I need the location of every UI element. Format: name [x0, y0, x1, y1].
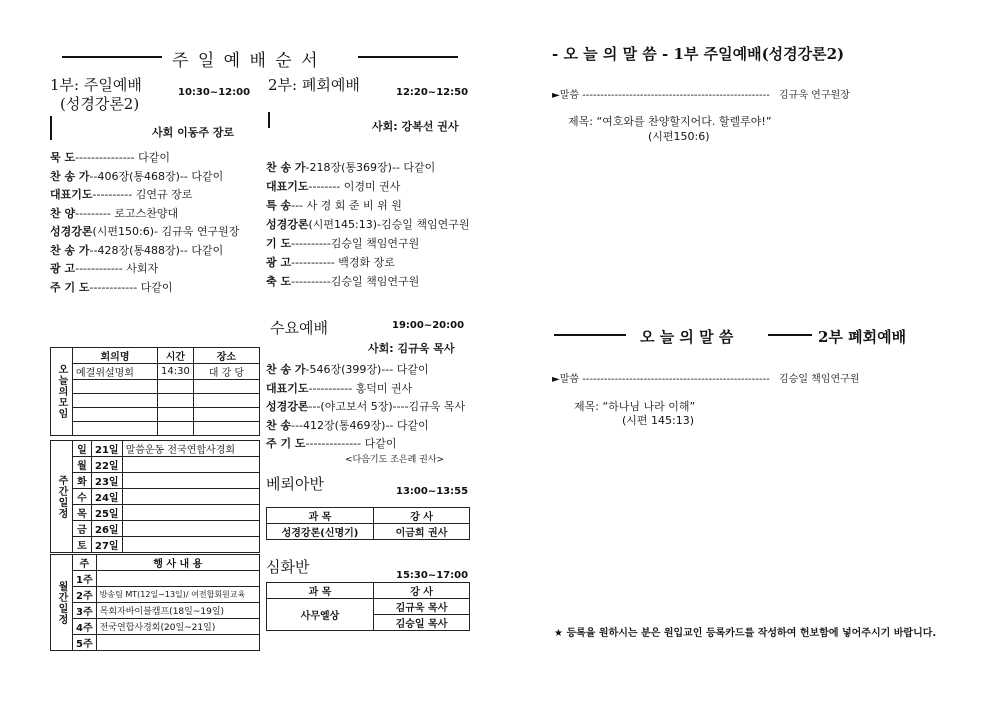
wednesday-note: <다음기도 조은례 권사>	[345, 455, 445, 465]
berea-header-teacher: 강 사	[374, 508, 470, 524]
advanced-subject: 사무엘상	[267, 599, 374, 631]
weekly-event	[122, 521, 259, 537]
weekly-event	[122, 537, 259, 553]
order-label: 광 고	[266, 256, 292, 269]
advanced-teacher-2: 김승일 목사	[374, 615, 470, 631]
order-text: ---412장(통469장)-- 다같이	[291, 418, 429, 432]
meeting-time: 14:30	[158, 364, 194, 380]
service1-subtitle: (성경강론2)	[60, 95, 140, 113]
advanced-table	[266, 582, 470, 631]
meeting-time	[158, 380, 194, 394]
word1-title: - 오 늘 의 말 씀 - 1부 주일예배(성경강론2)	[552, 45, 845, 63]
weekly-day: 화	[73, 473, 92, 489]
order-label: 대표기도	[266, 180, 309, 193]
weekly-date: 21일	[92, 441, 123, 457]
order-row	[266, 380, 412, 396]
word2-title: 오 늘 의 말 씀	[640, 328, 734, 346]
order-text: --428장(통488장)-- 다같이	[89, 243, 224, 257]
order-label: 찬 송	[266, 418, 292, 432]
order-text: ------------ 다같이	[89, 280, 173, 294]
word2-speaker-prefix: ►말씀 ----------------------------------------------------	[552, 374, 770, 385]
title-rule-right	[358, 56, 458, 58]
meeting-place: 대 강 당	[193, 364, 259, 380]
order-text: ----------김승일 책임연구원	[291, 237, 420, 250]
weekly-table	[50, 440, 260, 553]
weekly-event: 말씀운동 전국연합사경회	[122, 441, 259, 457]
word1-speaker-line	[552, 86, 850, 101]
word2-speaker-line	[552, 370, 859, 385]
order-text: (시편150:6)- 김규욱 연구원장	[92, 225, 240, 238]
service2-bar	[268, 112, 270, 128]
meetings-header-name: 회의명	[73, 348, 158, 364]
weekly-date: 22일	[92, 457, 123, 473]
order-label: 주 기 도	[50, 280, 90, 294]
weekly-date: 25일	[92, 505, 123, 521]
monthly-week: 1주	[73, 571, 97, 587]
service1-bar	[50, 116, 52, 140]
advanced-time: 15:30~17:00	[396, 570, 469, 581]
meetings-table	[50, 347, 260, 436]
meeting-name	[73, 394, 158, 408]
order-text: -------- 이경미 권사	[308, 180, 401, 193]
weekly-event	[122, 489, 259, 505]
order-text: ----------김승일 책임연구원	[291, 275, 420, 288]
word2-subject: 제목: “하나님 나라 이해”	[574, 400, 696, 413]
order-row	[266, 216, 470, 232]
monthly-week: 4주	[73, 619, 97, 635]
order-label: 주 기 도	[266, 437, 306, 450]
order-text: ----------- 홍덕미 권사	[308, 381, 413, 395]
order-label: 성경강론	[50, 225, 93, 238]
order-text: --- 사 경 회 준 비 위 원	[291, 199, 402, 212]
order-row	[266, 254, 395, 270]
order-text: ----------- 백경화 장로	[291, 256, 395, 269]
monthly-event	[96, 635, 259, 651]
order-text: --------------- 다같이	[75, 151, 171, 164]
meetings-header-place: 장소	[193, 348, 259, 364]
word1-ref: (시편150:6)	[648, 130, 710, 143]
wednesday-time: 19:00~20:00	[392, 320, 465, 331]
monthly-header-events: 행 사 내 용	[96, 555, 259, 571]
order-label: 성경강론	[266, 400, 309, 413]
order-row	[266, 235, 419, 251]
order-text: --------- 로고스찬양대	[75, 206, 179, 220]
meeting-place	[193, 380, 259, 394]
weekly-day: 일	[73, 441, 92, 457]
word2-speaker: 김승일 책임연구원	[779, 374, 860, 385]
meeting-name	[73, 422, 158, 436]
meetings-side-label: 오늘의모임	[51, 348, 73, 436]
order-label: 찬 송 가	[50, 169, 90, 183]
meetings-header-time: 시간	[158, 348, 194, 364]
order-row	[266, 197, 402, 213]
service1-time: 10:30~12:00	[178, 87, 251, 98]
order-text: ------------ 사회자	[75, 262, 159, 275]
order-label: 찬 양	[50, 206, 76, 220]
advanced-title: 심화반	[266, 558, 310, 576]
wednesday-title: 수요예배	[270, 319, 328, 337]
order-label: 대표기도	[266, 381, 309, 395]
word2-ref: (시편 145:13)	[622, 414, 695, 427]
weekly-event	[122, 505, 259, 521]
monthly-week: 2주	[73, 587, 97, 603]
weekly-day: 금	[73, 521, 92, 537]
weekly-date: 23일	[92, 473, 123, 489]
monthly-event: 전국연합사경회(20일~21일)	[96, 619, 259, 635]
service2-time: 12:20~12:50	[396, 87, 469, 98]
advanced-teacher-1: 김규욱 목사	[374, 599, 470, 615]
order-row	[50, 260, 158, 276]
service1-title: 1부: 주일예배	[50, 76, 142, 94]
order-label: 찬 송 가	[266, 363, 306, 376]
advanced-header-subject: 과 목	[267, 583, 374, 599]
word2-rule-left	[554, 334, 626, 336]
word2-rule-mid	[768, 334, 812, 336]
word1-speaker-prefix: ►말씀 ----------------------------------------------------	[552, 90, 770, 101]
weekly-day: 월	[73, 457, 92, 473]
order-row	[50, 242, 223, 258]
weekly-date: 27일	[92, 537, 123, 553]
wednesday-host: 사회: 김규욱 목사	[368, 342, 455, 355]
service2-host: 사회: 강복선 권사	[372, 120, 459, 133]
monthly-table	[50, 554, 260, 651]
meeting-name: 예결위설명회	[73, 364, 158, 380]
order-text: ---------- 김연규 장로	[92, 188, 193, 201]
order-label: 광 고	[50, 262, 76, 275]
order-text: ---(야고보서 5장)----김규욱 목사	[308, 400, 466, 413]
weekly-event	[122, 457, 259, 473]
order-title: 주 일 예 배 순 서	[172, 51, 320, 71]
order-row	[50, 205, 178, 221]
meeting-place	[193, 408, 259, 422]
weekly-event	[122, 473, 259, 489]
berea-teacher: 이금희 권사	[374, 524, 470, 540]
meeting-time	[158, 408, 194, 422]
order-row	[266, 273, 419, 289]
order-row	[50, 186, 192, 202]
order-row	[266, 361, 429, 377]
order-row	[266, 417, 429, 433]
service1-host: 사회 이동주 장로	[152, 126, 235, 139]
order-label: 찬 송 가	[50, 243, 90, 257]
monthly-event: 방송팀 MT(12일~13일)/ 여전합회원교육	[96, 587, 259, 603]
monthly-event: 목회자바이블캠프(18일~19일)	[96, 603, 259, 619]
order-label: 묵 도	[50, 151, 76, 164]
monthly-week: 3주	[73, 603, 97, 619]
order-row	[50, 279, 173, 295]
title-rule-left	[62, 56, 162, 58]
berea-header-subject: 과 목	[267, 508, 374, 524]
order-row	[50, 223, 239, 239]
order-label: 특 송	[266, 199, 292, 212]
order-label: 기 도	[266, 237, 292, 250]
weekly-day: 토	[73, 537, 92, 553]
weekly-date: 24일	[92, 489, 123, 505]
monthly-header-week: 주	[73, 555, 97, 571]
registration-notice: ★ 등록을 원하시는 분은 원입교인 등록카드를 작성하여 헌보함에 넣어주시기 바랍니다.	[554, 628, 937, 639]
berea-table	[266, 507, 470, 540]
meeting-place	[193, 394, 259, 408]
order-row	[266, 435, 397, 451]
order-label: 찬 송 가	[266, 161, 306, 174]
order-label: 성경강론	[266, 218, 309, 231]
monthly-side-label: 월간일정	[51, 555, 73, 651]
weekly-date: 26일	[92, 521, 123, 537]
order-text: --406장(통468장)-- 다같이	[89, 169, 224, 183]
order-label: 축 도	[266, 275, 292, 288]
order-text: (시편145:13)-김승일 책임연구원	[308, 218, 470, 231]
weekly-side-label: 주간일정	[51, 441, 73, 553]
weekly-day: 수	[73, 489, 92, 505]
word1-speaker: 김규욱 연구원장	[779, 90, 850, 101]
weekly-day: 목	[73, 505, 92, 521]
order-row	[266, 398, 465, 414]
monthly-event	[96, 571, 259, 587]
meeting-place	[193, 422, 259, 436]
berea-subject: 성경강론(신명기)	[267, 524, 374, 540]
order-row	[266, 178, 400, 194]
berea-time: 13:00~13:55	[396, 486, 469, 497]
meeting-name	[73, 408, 158, 422]
word2-title-suffix: 2부 폐회예배	[818, 328, 907, 346]
meeting-name	[73, 380, 158, 394]
meeting-time	[158, 394, 194, 408]
advanced-header-teacher: 강 사	[374, 583, 470, 599]
order-row	[50, 168, 223, 184]
monthly-week: 5주	[73, 635, 97, 651]
order-text: -218장(통369장)-- 다같이	[305, 161, 436, 174]
order-text: -------------- 다같이	[305, 437, 397, 450]
word1-subject: 제목: “여호와를 찬양할지어다. 할렐루야!”	[568, 115, 772, 128]
meeting-time	[158, 422, 194, 436]
order-text: -546장(399장)--- 다같이	[305, 363, 429, 376]
berea-title: 베뢰아반	[266, 475, 324, 493]
order-row	[50, 149, 170, 165]
order-label: 대표기도	[50, 188, 93, 201]
order-row	[266, 159, 435, 175]
service2-title: 2부: 폐회예배	[268, 76, 360, 94]
